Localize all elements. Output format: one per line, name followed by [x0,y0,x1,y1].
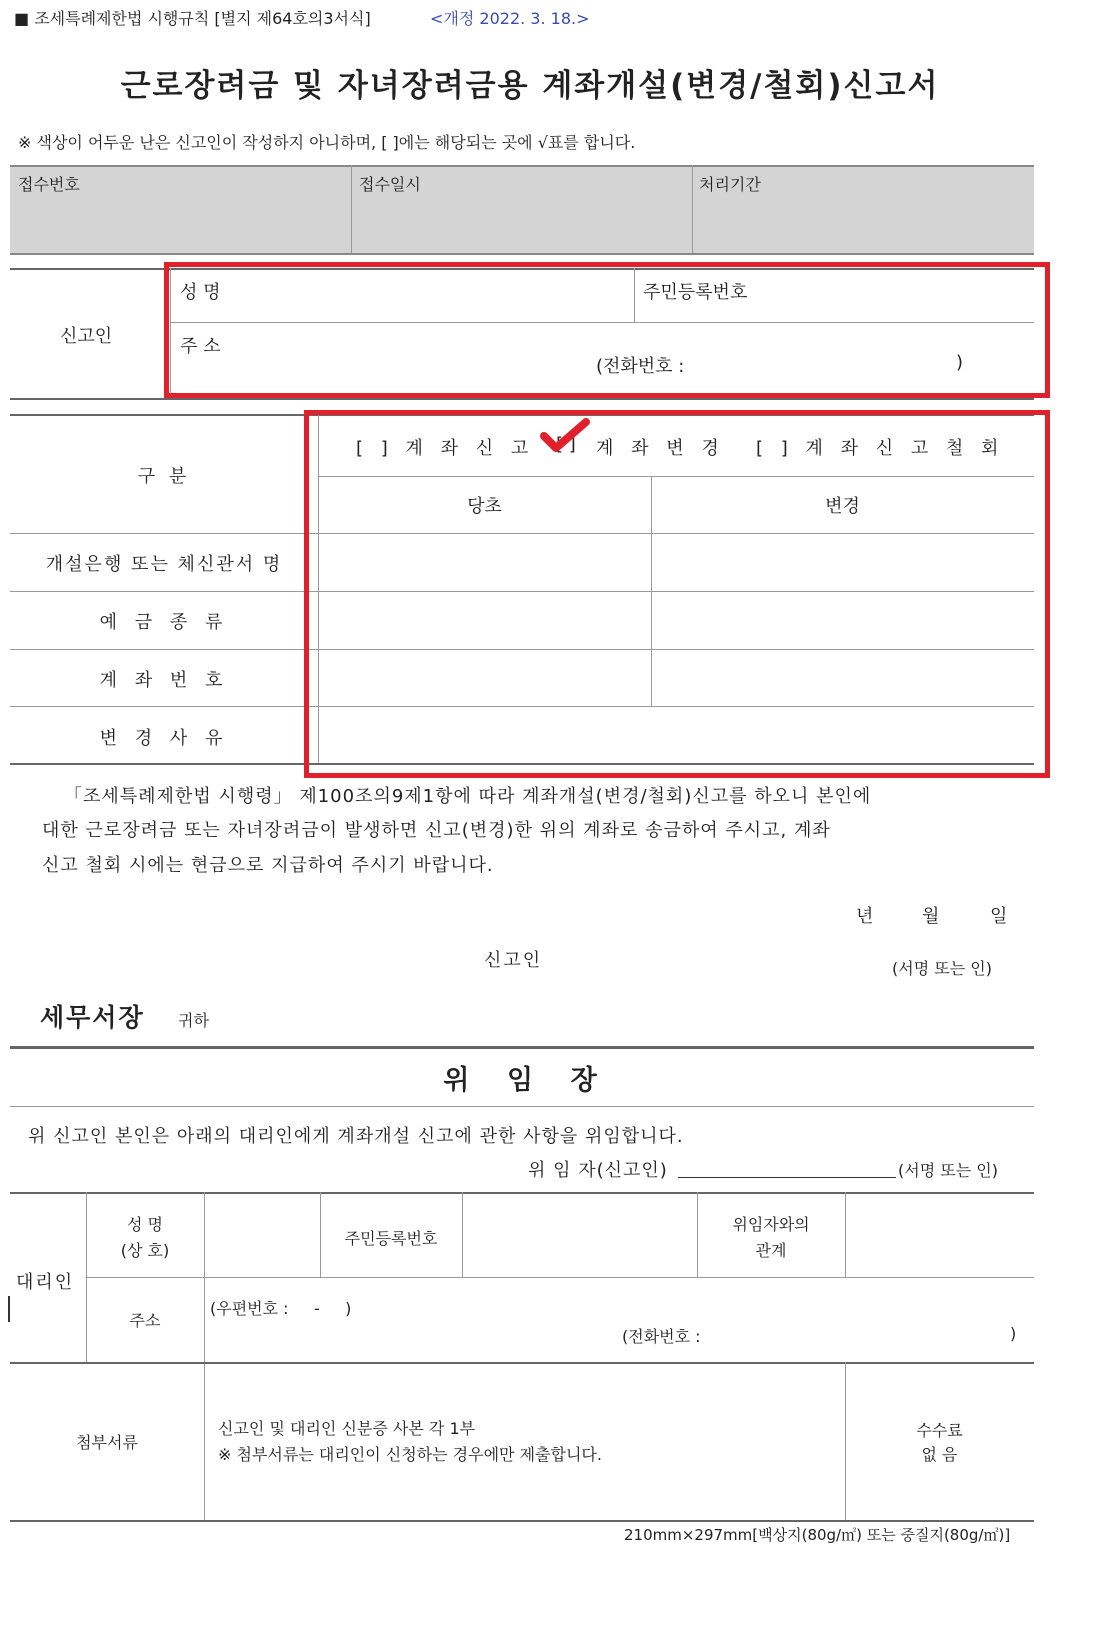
column-original: 당초 [467,496,502,517]
account-number-label: 계 좌 번 호 [99,670,229,691]
date-month: 월 [922,906,940,927]
delegator-sign: (서명 또는 인) [898,1161,998,1180]
processing-period-label: 처리기간 [699,175,761,194]
paper-spec-footer: 210mm×297mm[백상지(80g/㎡) 또는 중질지(80g/㎡)] [624,1526,1011,1544]
attachments-line-2: ※ 첨부서류는 대리인이 신청하는 경우에만 제출합니다. [218,1445,602,1464]
category-highlight-box [304,410,1050,778]
regulation-header: ■ 조세특례제한법 시행규칙 [별지 제64호의3서식] [14,9,371,28]
delegation-text: 위 신고인 본인은 아래의 대리인에게 계좌개설 신고에 관한 사항을 위임합니다. [28,1126,684,1147]
statement-line-2: 대한 근로장려금 또는 자녀장려금이 발생하면 신고(변경)한 위의 계좌로 송금하여 주시고, 계좌 [42,820,831,841]
statement-line-3: 신고 철회 시에는 현금으로 지급하여 주시기 바랍니다. [42,855,494,876]
option-account-withdraw[interactable]: [ ] 계 좌 신 고 철 회 [756,438,1005,459]
delegator-label: 위 임 자(신고인) [528,1160,668,1181]
option-account-change[interactable]: 계 좌 변 경 [596,438,725,459]
revision-note: <개정 2022. 3. 18.> [430,9,590,28]
agent-label: 대리인 [16,1272,75,1293]
office-use-section [10,165,1034,255]
agent-name-field[interactable] [206,1194,318,1276]
recipient-office: 세무서장 [40,1003,145,1032]
date-year: 년 [856,906,874,927]
reporter-rrn-label: 주민등록번호 [643,282,748,303]
delegator-signature-line[interactable] [678,1177,896,1178]
agent-rrn-label: 주민등록번호 [344,1229,438,1248]
reporter-highlight-box [164,262,1050,398]
signer-label: 신고인 [484,950,543,971]
relation-label-1: 위임자와의 [732,1215,810,1234]
deposit-type-label: 예 금 종 류 [99,612,229,633]
agent-phone-close: ) [1010,1324,1017,1343]
reporter-label: 신고인 [60,326,113,347]
bank-name-label: 개설은행 또는 체신관서 명 [45,554,283,575]
reporter-name-label: 성 명 [180,282,221,303]
reporter-phone-open: (전화번호 : [596,356,685,377]
reporter-address-label: 주 소 [180,336,221,357]
date-day: 일 [990,906,1008,927]
receipt-date-label: 접수일시 [359,175,421,194]
attachments-line-1: 신고인 및 대리인 신분증 사본 각 1부 [218,1419,476,1438]
agent-postal-code: (우편번호 : - ) [210,1299,352,1318]
reporter-phone-close: ) [956,352,964,373]
recipient-suffix: 귀하 [178,1011,209,1030]
agent-phone-open: (전화번호 : [622,1327,701,1346]
fee-label: 수수료 [916,1421,963,1440]
column-changed: 변경 [825,496,860,517]
category-label: 구 분 [137,466,191,487]
signer-sign: (서명 또는 인) [892,959,992,978]
notice-text: ※ 색상이 어두운 난은 신고인이 작성하지 아니하며, [ ]에는 해당되는 곳에 √표를 합니다. [18,133,636,152]
change-reason-label: 변 경 사 유 [99,728,229,749]
option-account-open[interactable]: [ ] 계 좌 신 고 [356,438,535,459]
relation-field[interactable] [847,1194,1033,1276]
form-title: 근로장려금 및 자녀장려금용 계좌개설(변경/철회)신고서 [120,68,940,104]
agent-company-label: (상 호) [120,1241,170,1260]
agent-address-label: 주소 [129,1311,161,1330]
option-account-change-checkbox[interactable]: [ ] [556,434,576,455]
receipt-number-label: 접수번호 [18,175,80,194]
agent-name-label: 성 명 [127,1215,163,1234]
statement-line-1: 「조세특례제한법 시행령」 제100조의9제1항에 따라 계좌개설(변경/철회)신고를 하오니 본인에 [64,786,872,807]
delegation-title: 위 임 장 [443,1065,597,1096]
relation-label-2: 관계 [755,1241,787,1260]
fee-value: 없 음 [921,1445,958,1464]
agent-rrn-field[interactable] [464,1194,695,1276]
attachments-label: 첨부서류 [76,1433,138,1452]
